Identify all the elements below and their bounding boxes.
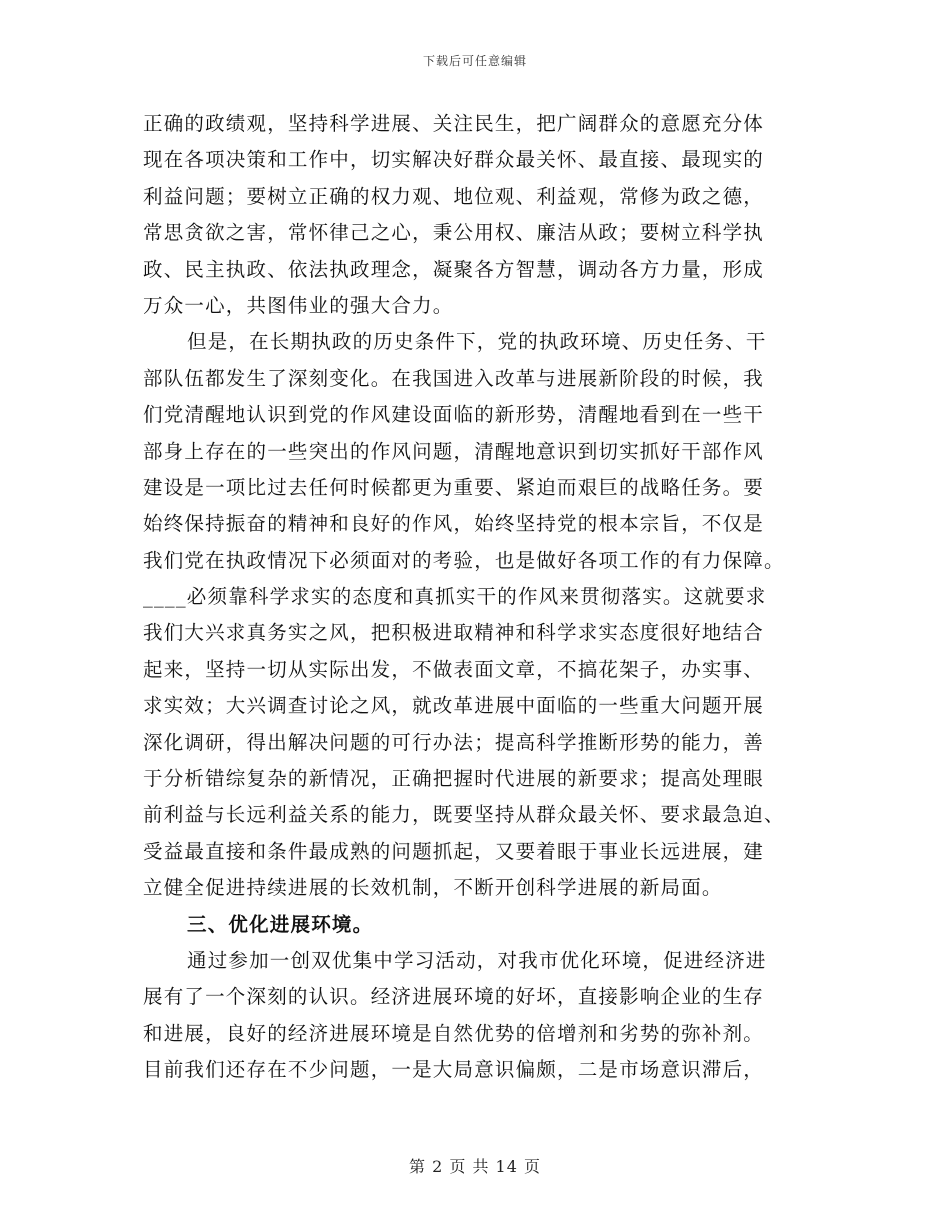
body-line: 我们大兴求真务实之风，把积极进取精神和科学求实态度很好地结合 [143, 621, 765, 645]
body-line: 现在各项决策和工作中，切实解决好群众最关怀、最直接、最现实的 [143, 148, 765, 172]
body-line: 部队伍都发生了深刻变化。在我国进入改革与进展新阶段的时候，我 [143, 366, 765, 390]
page-header: 下载后可任意编辑 [422, 54, 527, 68]
body-line: 正确的政绩观，坚持科学进展、关注民生，把广阔群众的意愿充分体 [143, 112, 765, 135]
body-line: 前利益与长远利益关系的能力，既要坚持从群众最关怀、要求最急迫、 [143, 803, 785, 827]
body-line: 于分析错综复杂的新情况，正确把握时代进展的新要求；提高处理眼 [143, 767, 765, 791]
body-line: 政、民主执政、依法执政理念，凝聚各方智慧，调动各方力量，形成 [143, 257, 765, 281]
body-line: 求实效；大兴调查讨论之风，就改革进展中面临的一些重大问题开展 [143, 694, 765, 718]
paragraph-start-line: 但是，在长期执政的历史条件下，党的执政环境、历史任务、干 [187, 330, 767, 354]
body-line: 利益问题；要树立正确的权力观、地位观、利益观，常修为政之德， [143, 184, 765, 208]
body-line: 展有了一个深刻的认识。经济进展环境的好坏，直接影响企业的生存 [143, 985, 765, 1009]
body-line: 起来，坚持一切从实际出发，不做表面文章，不搞花架子，办实事、 [143, 657, 765, 681]
body-line: 部身上存在的一些突出的作风问题，清醒地意识到切实抓好干部作风 [143, 439, 765, 463]
section-heading: 三、优化进展环境。 [187, 912, 374, 936]
body-line: 们党清醒地认识到党的作风建设面临的新形势，清醒地看到在一些干 [143, 403, 765, 427]
body-line: 受益最直接和条件最成熟的问题抓起，又要着眼于事业长远进展，建 [143, 839, 765, 863]
body-line: 万众一心，共图伟业的强大合力。 [143, 293, 454, 317]
paragraph-start-line: 通过参加一创双优集中学习活动，对我市优化环境，促进经济进 [187, 948, 767, 972]
body-line: 建设是一项比过去任何时候都更为重要、紧迫而艰巨的战略任务。要 [143, 475, 765, 499]
body-line: 始终保持振奋的精神和良好的作风，始终坚持党的根本宗旨，不仅是 [143, 512, 765, 536]
page-footer: 第 2 页 共 14 页 [409, 1157, 541, 1176]
document-body [143, 106, 798, 1089]
body-line: 和进展，良好的经济进展环境是自然优势的倍增剂和劣势的弥补剂。 [143, 1021, 765, 1045]
body-line: 立健全促进持续进展的长效机制，不断开创科学进展的新局面。 [143, 876, 723, 900]
body-line: 目前我们还存在不少问题，一是大局意识偏颇，二是市场意识滞后， [143, 1058, 765, 1082]
body-line: 深化调研，得出解决问题的可行办法；提高科学推断形势的能力，善 [143, 730, 765, 754]
body-line: ____必须靠科学求实的态度和真抓实干的作风来贯彻落实。这就要求 [143, 585, 767, 609]
body-line: 我们党在执政情况下必须面对的考验，也是做好各项工作的有力保障。 [143, 548, 785, 572]
body-line: 常思贪欲之害，常怀律己之心，秉公用权、廉洁从政；要树立科学执 [143, 221, 765, 245]
